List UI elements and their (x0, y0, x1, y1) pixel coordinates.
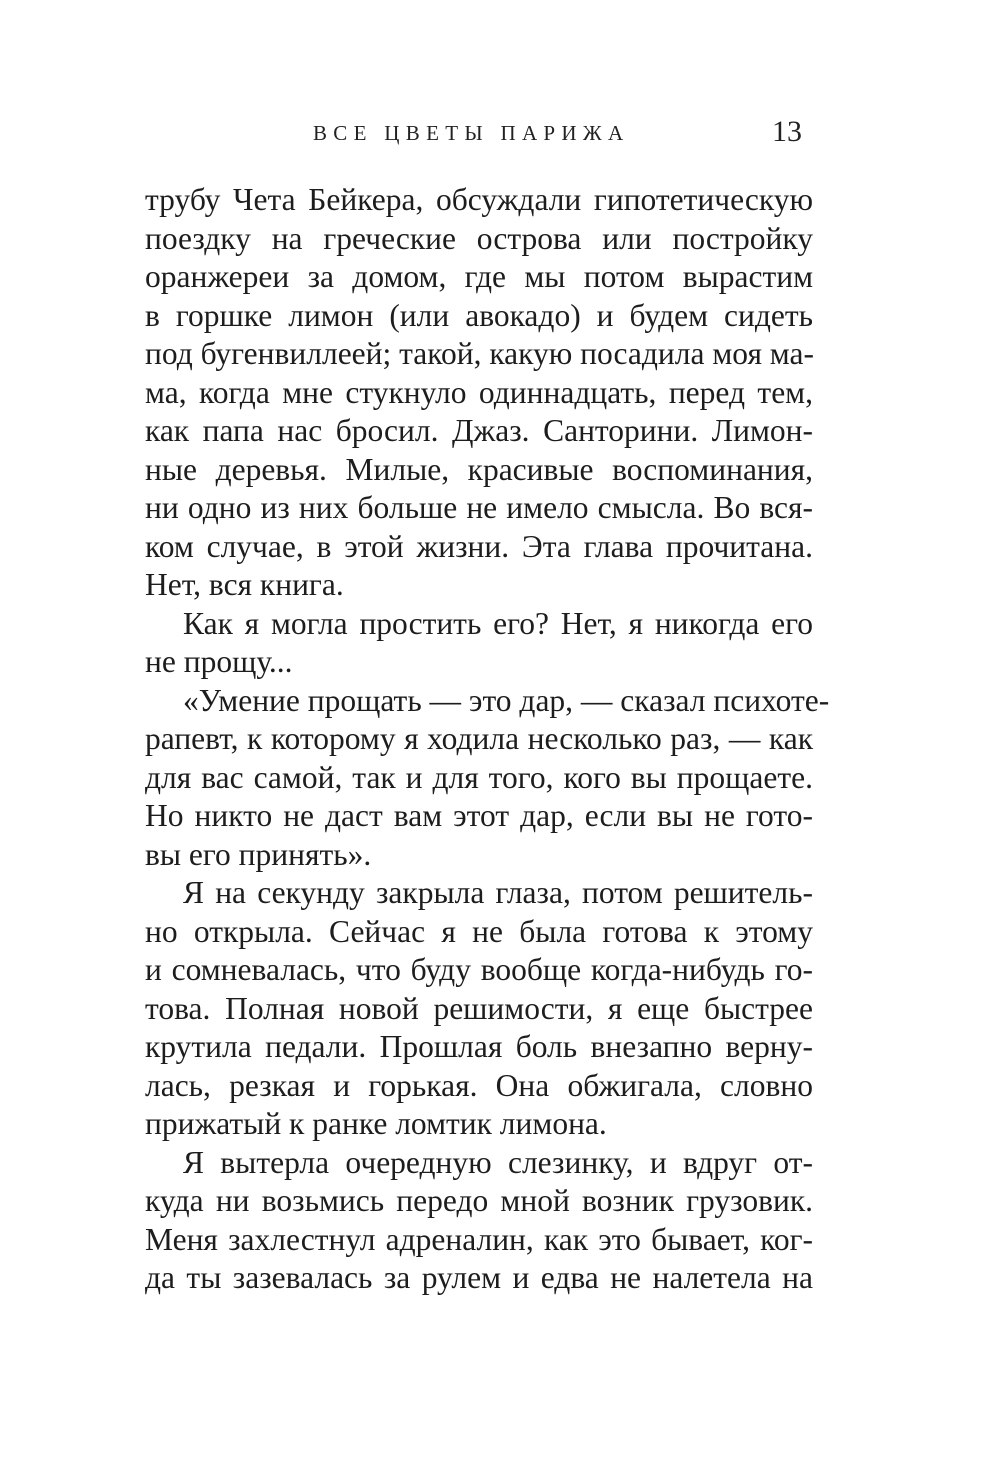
text-line: лась, резкая и горькая. Она обжигала, словно (145, 1067, 813, 1103)
text-line: Я на секунду закрыла глаза, потом решитель- (183, 875, 813, 910)
text-line: ма, когда мне стукнуло одиннадцать, перед тем, (145, 374, 813, 410)
text-line: ни одно из них больше не имело смысла. Во вся- (145, 490, 813, 525)
text-line: поездку на греческие острова или постройку (145, 220, 813, 256)
text-line: Но никто не даст вам этот дар, если вы не гото- (145, 798, 813, 833)
text-line: това. Полная новой решимости, я еще быстрее (145, 990, 813, 1026)
text-body (145, 181, 830, 1298)
text-line: крутила педали. Прошлая боль внезапно верну- (145, 1029, 813, 1064)
text-line: под бугенвиллеей; такой, какую посадила моя ма- (145, 336, 814, 371)
text-line: но открыла. Сейчас я не была готова к этому (145, 913, 813, 949)
text-line: ком случае, в этой жизни. Эта глава прочитана. (145, 528, 813, 564)
text-line: «Умение прощать — это дар, — сказал психоте- (183, 682, 830, 718)
text-line: вы его принять». (145, 836, 372, 872)
text-line: и сомневалась, что буду вообще когда-нибудь го- (145, 952, 813, 987)
text-line: ные деревья. Милые, красивые воспоминания, (145, 451, 813, 487)
text-line: куда ни возьмись передо мной возник грузовик. (145, 1183, 813, 1218)
text-line: Как я могла простить его? Нет, я никогда его (183, 605, 813, 641)
text-line: Нет, вся книга. (145, 567, 344, 602)
text-line: рапевт, к которому я ходила несколько раз, — как (145, 721, 813, 756)
text-line: оранжереи за домом, где мы потом вырастим (145, 259, 813, 294)
text-line: трубу Чета Бейкера, обсуждали гипотетическую (145, 182, 813, 217)
page-number: 13 (772, 115, 802, 148)
text-line: Меня захлестнул адреналин, как это бывает, ког- (145, 1221, 813, 1257)
text-line: не прощу... (145, 644, 293, 679)
text-line: в горшке лимон (или авокадо) и будем сидеть (145, 297, 813, 333)
text-line: прижатый к ранке ломтик лимона. (145, 1106, 607, 1141)
text-line: для вас самой, так и для того, кого вы прощаете. (145, 759, 813, 795)
text-line: да ты зазевалась за рулем и едва не налетела на (145, 1260, 813, 1295)
running-head (0, 117, 1000, 151)
text-line: Я вытерла очередную слезинку, и вдруг от- (183, 1144, 813, 1180)
text-line: как папа нас бросил. Джаз. Санторини. Лимон- (145, 413, 813, 448)
running-title: ВСЕ ЦВЕТЫ ПАРИЖА (313, 121, 630, 145)
